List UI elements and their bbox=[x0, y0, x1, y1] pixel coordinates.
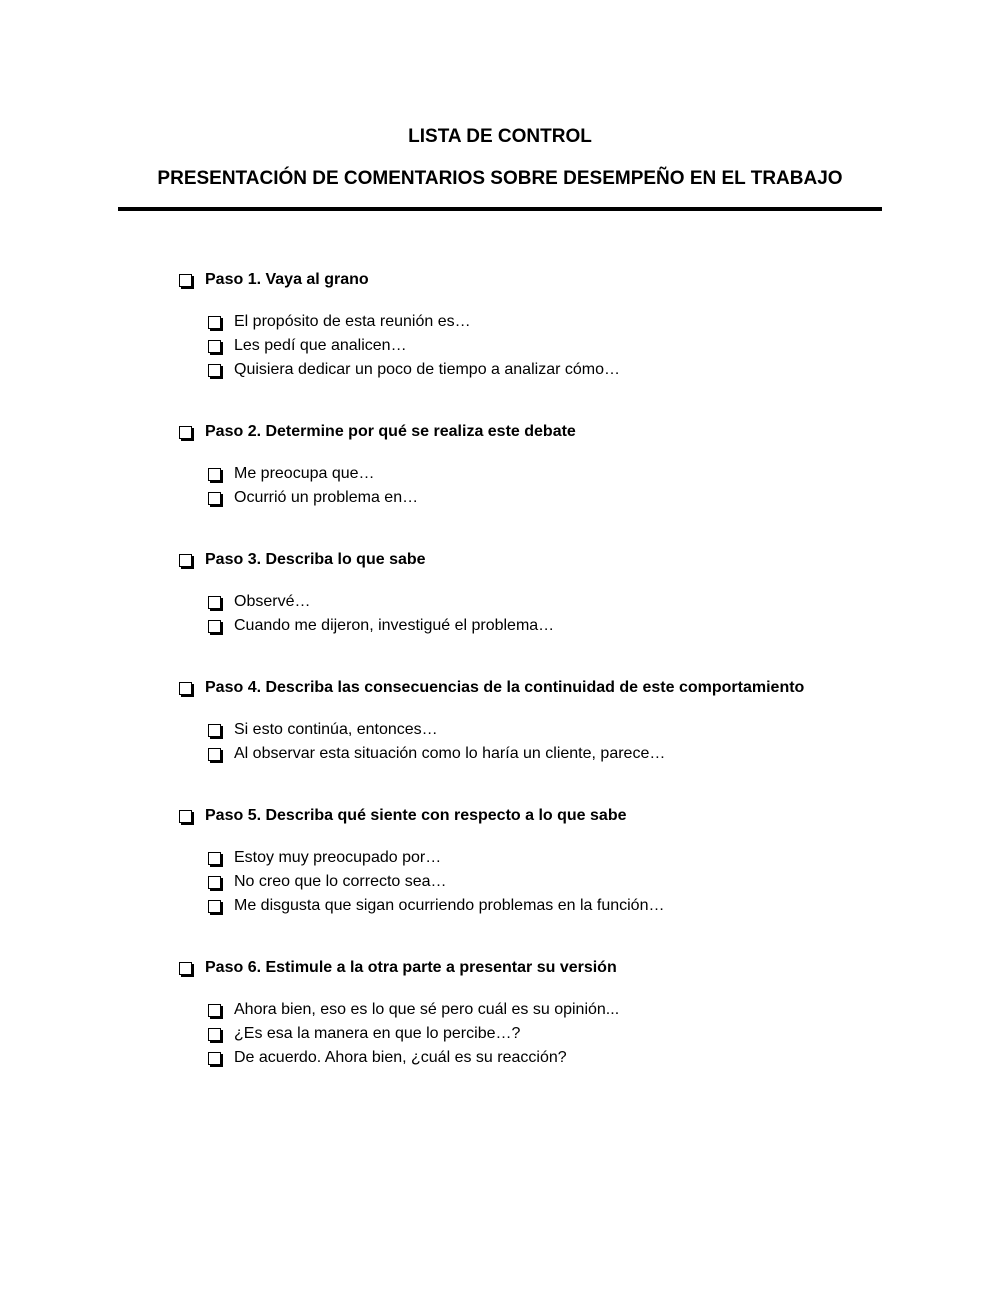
step-3-item-2[interactable] bbox=[208, 616, 554, 636]
step-6[interactable] bbox=[179, 958, 617, 978]
item-label: Estoy muy preocupado por… bbox=[234, 849, 442, 866]
item-label: Observé… bbox=[234, 593, 311, 610]
item-label: Les pedí que analicen… bbox=[234, 337, 407, 354]
step-6-item-3[interactable] bbox=[208, 1048, 567, 1068]
checkbox-icon[interactable] bbox=[208, 900, 221, 913]
checkbox-icon[interactable] bbox=[208, 620, 221, 633]
step-1-item-1[interactable] bbox=[208, 312, 471, 332]
checkbox-icon[interactable] bbox=[179, 554, 192, 567]
item-label: Cuando me dijeron, investigué el problema… bbox=[234, 617, 555, 634]
checkbox-icon[interactable] bbox=[208, 1052, 221, 1065]
checkbox-icon[interactable] bbox=[208, 492, 221, 505]
checkbox-icon[interactable] bbox=[208, 724, 221, 737]
checkbox-icon[interactable] bbox=[179, 426, 192, 439]
item-label: De acuerdo. Ahora bien, ¿cuál es su reacción? bbox=[234, 1049, 567, 1066]
item-label: Quisiera dedicar un poco de tiempo a analizar cómo… bbox=[234, 361, 620, 378]
item-label: Si esto continúa, entonces… bbox=[234, 721, 438, 738]
step-3[interactable] bbox=[179, 550, 426, 570]
checkbox-icon[interactable] bbox=[179, 682, 192, 695]
checkbox-icon[interactable] bbox=[208, 316, 221, 329]
checkbox-icon[interactable] bbox=[208, 876, 221, 889]
item-label: Ahora bien, eso es lo que sé pero cuál es su opinión... bbox=[234, 1001, 620, 1018]
checkbox-icon[interactable] bbox=[208, 852, 221, 865]
step-2[interactable] bbox=[179, 422, 576, 442]
item-label: ¿Es esa la manera en que lo percibe…? bbox=[234, 1025, 521, 1042]
step-6-item-1[interactable] bbox=[208, 1000, 619, 1020]
item-label: Me disgusta que sigan ocurriendo problemas en la función… bbox=[234, 897, 665, 914]
step-5-item-1[interactable] bbox=[208, 848, 441, 868]
checkbox-icon[interactable] bbox=[208, 1004, 221, 1017]
step-2-item-1[interactable] bbox=[208, 464, 375, 484]
checkbox-icon[interactable] bbox=[208, 364, 221, 377]
checkbox-icon[interactable] bbox=[179, 274, 192, 287]
step-label: Paso 4. Describa las consecuencias de la continuidad de este comportamiento bbox=[205, 679, 805, 696]
step-5[interactable] bbox=[179, 806, 627, 826]
item-label: Me preocupa que… bbox=[234, 465, 375, 482]
checkbox-icon[interactable] bbox=[208, 596, 221, 609]
checkbox-icon[interactable] bbox=[208, 1028, 221, 1041]
step-label: Paso 6. Estimule a la otra parte a presentar su versión bbox=[205, 959, 617, 976]
step-5-item-3[interactable] bbox=[208, 896, 664, 916]
step-1-item-3[interactable] bbox=[208, 360, 620, 380]
checkbox-icon[interactable] bbox=[208, 340, 221, 353]
step-label: Paso 1. Vaya al grano bbox=[205, 271, 369, 288]
item-label: Al observar esta situación como lo haría un cliente, parece… bbox=[234, 745, 666, 762]
checkbox-icon[interactable] bbox=[179, 810, 192, 823]
document-title: LISTA DE CONTROL bbox=[408, 126, 592, 147]
item-label: El propósito de esta reunión es… bbox=[234, 313, 471, 330]
step-label: Paso 5. Describa qué siente con respecto a lo que sabe bbox=[205, 807, 627, 824]
header-divider bbox=[118, 207, 882, 211]
step-2-item-2[interactable] bbox=[208, 488, 418, 508]
step-label: Paso 3. Describa lo que sabe bbox=[205, 551, 426, 568]
step-4-item-1[interactable] bbox=[208, 720, 438, 740]
step-1-item-2[interactable] bbox=[208, 336, 407, 356]
step-label: Paso 2. Determine por qué se realiza este debate bbox=[205, 423, 576, 440]
item-label: No creo que lo correcto sea… bbox=[234, 873, 447, 890]
step-3-item-1[interactable] bbox=[208, 592, 310, 612]
item-label: Ocurrió un problema en… bbox=[234, 489, 419, 506]
document-subtitle: PRESENTACIÓN DE COMENTARIOS SOBRE DESEMPEÑO EN EL TRABAJO bbox=[157, 168, 843, 189]
checkbox-icon[interactable] bbox=[208, 468, 221, 481]
checkbox-icon[interactable] bbox=[208, 748, 221, 761]
checkbox-icon[interactable] bbox=[179, 962, 192, 975]
step-5-item-2[interactable] bbox=[208, 872, 447, 892]
step-4[interactable] bbox=[179, 678, 804, 698]
step-1[interactable] bbox=[179, 270, 369, 290]
step-4-item-2[interactable] bbox=[208, 744, 665, 764]
step-6-item-2[interactable] bbox=[208, 1024, 520, 1044]
